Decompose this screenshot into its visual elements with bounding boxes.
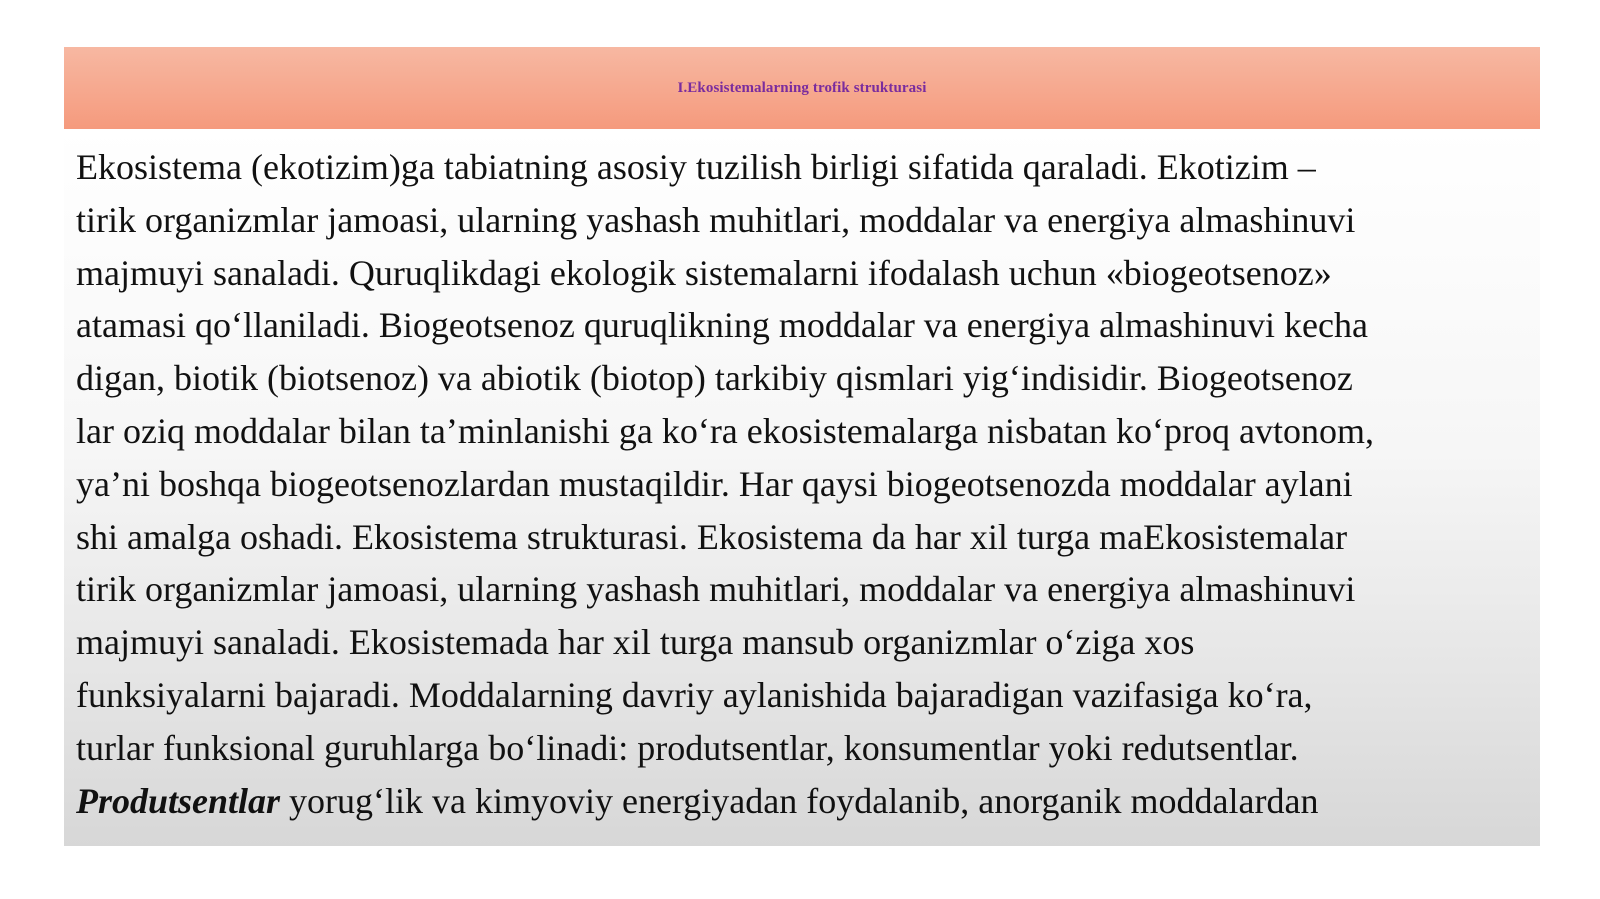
body-line: turlar funksional guruhlarga bo‘linadi: produtsentlar, konsumentlar yoki redutsentlar.	[76, 727, 1299, 768]
body-line: tirik organizmlar jamoasi, ularning yashash muhitlari, moddalar va energiya almashinuvi	[76, 569, 1356, 610]
body-line-rest: yorug‘lik va kimyoviy energiyadan foydalanib, anorganik moddalardan	[280, 780, 1319, 821]
body-line: lar oziq moddalar bilan ta’minlanishi ga ko‘ra ekosistemalarga nisbatan ko‘proq avtonom,	[76, 410, 1374, 451]
emphasis-term: Produtsentlar	[76, 780, 281, 821]
body-line: ya’ni boshqa biogeotsenozlardan mustaqildir. Har qaysi biogeotsenozda moddalar aylani	[76, 463, 1353, 504]
slide-title: I.Ekosistemalarning trofik strukturasi	[677, 79, 927, 96]
body-line: Ekosistema (ekotizim)ga tabiatning asosiy tuzilish birligi sifatida qaraladi. Ekotizim –	[76, 147, 1316, 187]
body-line: tirik organizmlar jamoasi, ularning yashash muhitlari, moddalar va energiya almashinuvi	[76, 199, 1356, 240]
body-line-last	[76, 775, 1536, 828]
body-line: digan, biotik (biotsenoz) va abiotik (biotop) tarkibiy qismlari yig‘indisidir. Biogeotsenoz	[76, 358, 1353, 399]
body-line: atamasi qo‘llaniladi. Biogeotsenoz quruqlikning moddalar va energiya almashinuvi kecha	[76, 305, 1368, 346]
body-text-box	[64, 129, 1540, 846]
body-paragraph	[76, 141, 1536, 827]
body-line: majmuyi sanaladi. Ekosistemada har xil turga mansub organizmlar o‘ziga xos	[76, 622, 1195, 663]
body-line: funksiyalarni bajaradi. Moddalarning davriy aylanishida bajaradigan vazifasiga ko‘ra,	[76, 674, 1313, 715]
body-line: shi amalga oshadi. Ekosistema strukturasi. Ekosistema da har xil turga maEkosistemalar	[76, 516, 1348, 557]
body-line: majmuyi sanaladi. Quruqlikdagi ekologik sistemalarni ifodalash uchun «biogeotsenoz»	[76, 252, 1332, 293]
title-bar	[64, 47, 1540, 129]
